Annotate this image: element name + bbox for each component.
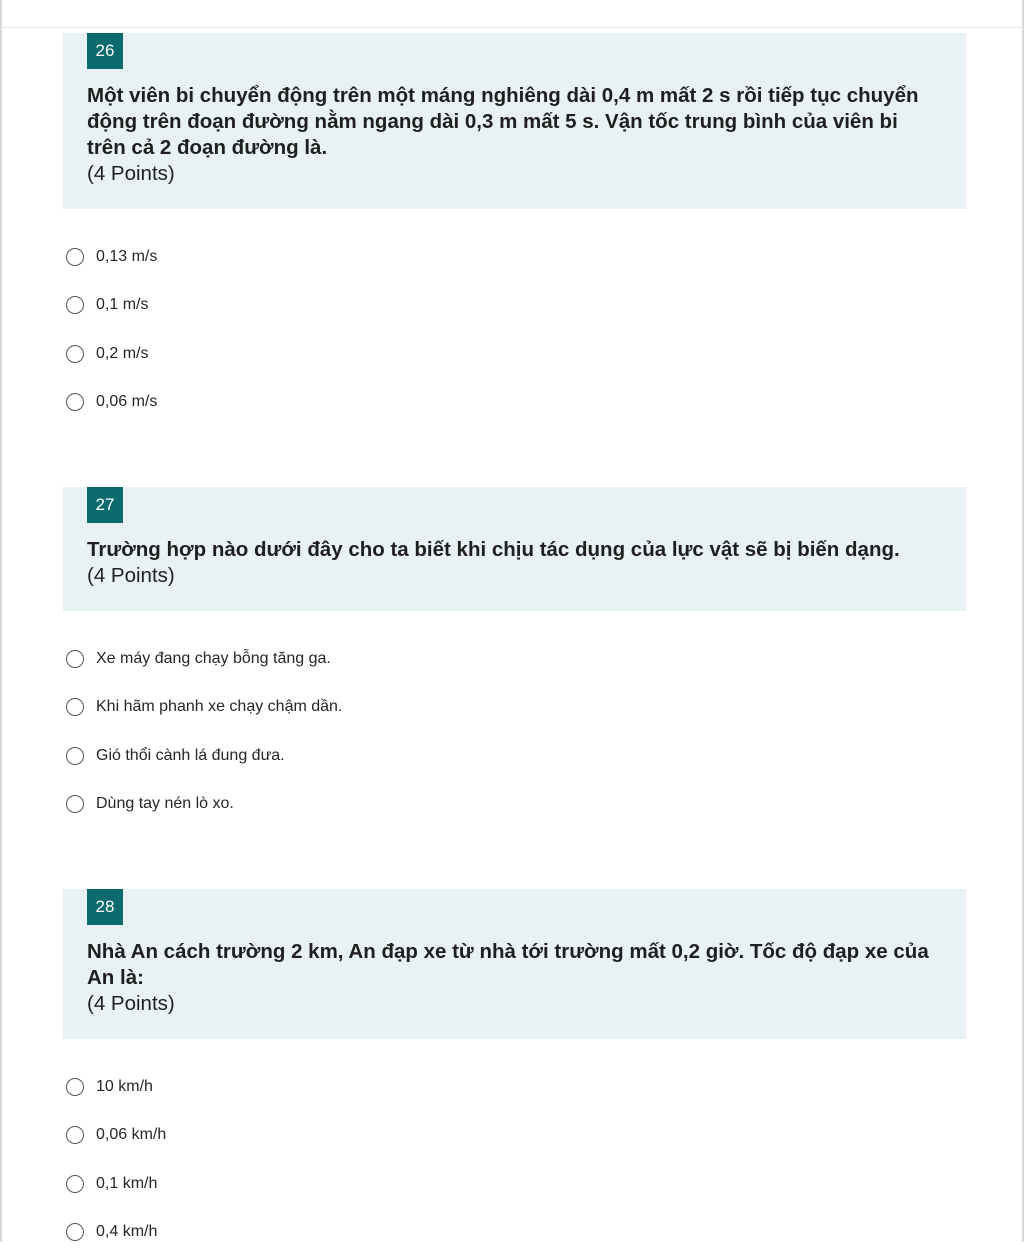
question-26 [63,33,966,426]
question-points: (4 Points) [87,162,175,185]
option-radio[interactable] [63,1063,966,1111]
option-radio[interactable] [63,780,966,828]
radio-circle-icon[interactable] [66,1223,84,1241]
option-label: 0,1 m/s [96,296,149,314]
option-radio[interactable] [63,233,966,281]
option-label: 0,4 km/h [96,1223,158,1241]
option-radio[interactable] [63,683,966,731]
question-header [63,33,966,209]
question-number-badge: 27 [87,487,123,523]
question-27 [63,487,966,828]
option-label: 0,06 km/h [96,1126,167,1144]
question-header [63,487,966,611]
radio-circle-icon[interactable] [66,296,84,314]
window-left-border [0,0,2,1242]
radio-circle-icon[interactable] [66,1126,84,1144]
option-radio[interactable] [63,1111,966,1159]
top-divider [0,27,1024,28]
question-number-badge: 26 [87,33,123,69]
question-header [63,889,966,1039]
option-label: 0,2 m/s [96,344,149,362]
option-label: 0,13 m/s [96,248,158,266]
option-label: Xe máy đang chạy bỗng tăng ga. [96,650,331,668]
option-radio[interactable] [63,281,966,329]
options-list [63,1039,966,1256]
radio-circle-icon[interactable] [66,248,84,266]
question-points: (4 Points) [87,564,175,587]
question-title: Một viên bi chuyển động trên một máng nghiêng dài 0,4 m mất 2 s rồi tiếp tục chuyển động trên đoạn đường nằm ngang dài 0,3 m mất 5 s. Vận tốc trung bình của viên bi trên cả 2 đoạn đường là. [87,84,919,159]
radio-circle-icon[interactable] [66,393,84,411]
radio-circle-icon[interactable] [66,650,84,668]
radio-circle-icon[interactable] [66,795,84,813]
option-radio[interactable] [63,635,966,683]
option-radio[interactable] [63,1208,966,1256]
option-label: Gió thổi cành lá đung đưa. [96,746,285,764]
radio-circle-icon[interactable] [66,747,84,765]
options-list [63,611,966,828]
radio-circle-icon[interactable] [66,1078,84,1096]
radio-circle-icon[interactable] [66,345,84,363]
options-list [63,209,966,426]
radio-circle-icon[interactable] [66,698,84,716]
option-label: Dùng tay nén lò xo. [96,795,234,813]
option-radio[interactable] [63,732,966,780]
option-label: Khi hãm phanh xe chạy chậm dần. [96,698,343,716]
option-label: 0,1 km/h [96,1174,158,1192]
option-label: 0,06 m/s [96,393,158,411]
radio-circle-icon[interactable] [66,1175,84,1193]
question-title: Nhà An cách trường 2 km, An đạp xe từ nhà tới trường mất 0,2 giờ. Tốc độ đạp xe của An là: [87,940,929,989]
option-label: 10 km/h [96,1078,153,1096]
question-points: (4 Points) [87,992,175,1015]
question-number-badge: 28 [87,889,123,925]
option-radio[interactable] [63,1160,966,1208]
question-28 [63,889,966,1256]
option-radio[interactable] [63,330,966,378]
question-title: Trường hợp nào dưới đây cho ta biết khi chịu tác dụng của lực vật sẽ bị biến dạng. [87,538,900,561]
option-radio[interactable] [63,378,966,426]
